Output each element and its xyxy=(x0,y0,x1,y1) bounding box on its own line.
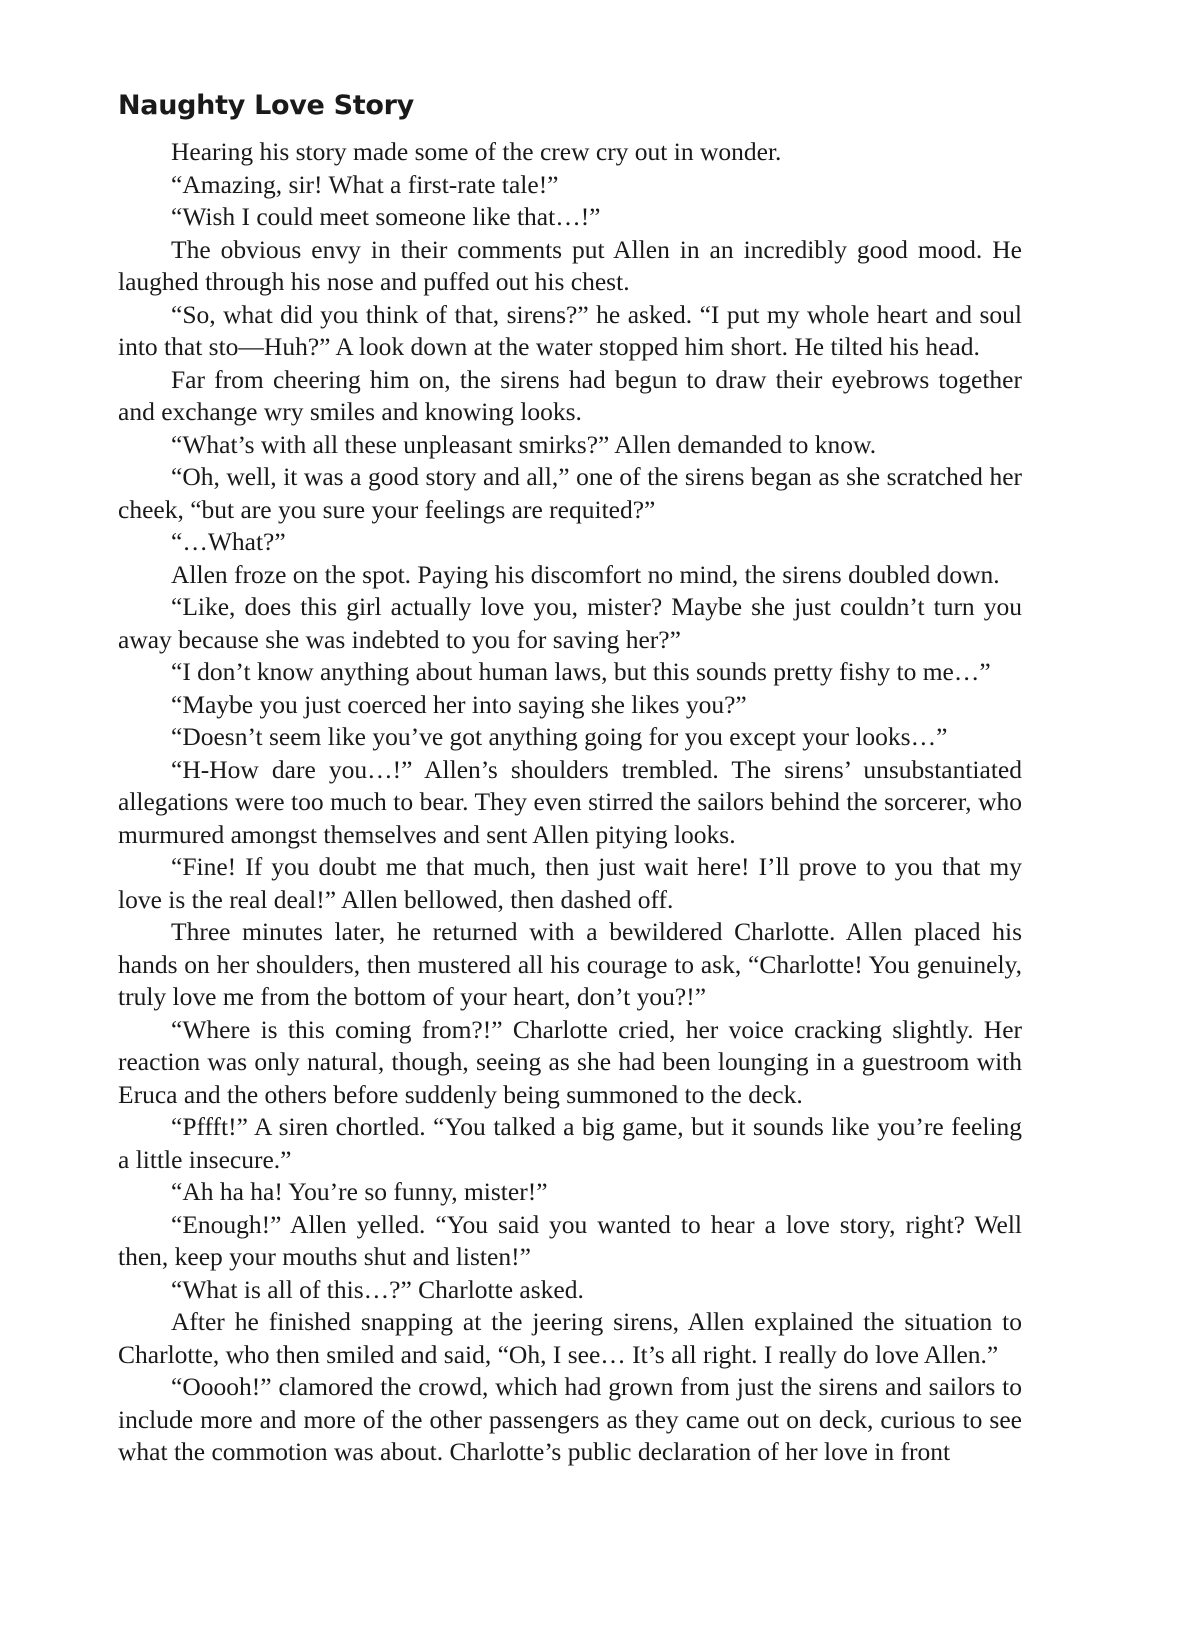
paragraph: “Like, does this girl actually love you, mister? Maybe she just couldn’t turn you away because she was indebted to you for saving her?” xyxy=(118,592,1022,654)
book-page xyxy=(118,88,1022,1469)
paragraph: “Ooooh!” clamored the crowd, which had grown from just the sirens and sailors to include more and more of the other passengers as they came out on deck, curious to see what the commotion was about. Charlotte’s public declaration of her love in front xyxy=(118,1372,1022,1466)
paragraph: Allen froze on the spot. Paying his discomfort no mind, the sirens doubled down. xyxy=(171,559,1000,589)
paragraph: “…What?” xyxy=(171,527,286,556)
paragraph: “Where is this coming from?!” Charlotte cried, her voice cracking slightly. Her reaction was only natural, though, seeing as she had been lounging in a guestroom with Eruca and the others before suddenly being summoned to the deck. xyxy=(118,1014,1022,1109)
paragraph: After he finished snapping at the jeering sirens, Allen explained the situation to Charlotte, who then smiled and said, “Oh, I see… It’s all right. I really do love Allen.” xyxy=(118,1307,1022,1369)
body-text xyxy=(118,136,1022,1469)
paragraph: “Maybe you just coerced her into saying she likes you?” xyxy=(171,689,747,719)
paragraph: “Fine! If you doubt me that much, then just wait here! I’ll prove to you that my love is the real deal!” Allen bellowed, then dashed off. xyxy=(118,852,1022,914)
paragraph: “Ah ha ha! You’re so funny, mister!” xyxy=(171,1177,548,1206)
paragraph: Hearing his story made some of the crew cry out in wonder. xyxy=(171,137,782,166)
paragraph: Three minutes later, he returned with a bewildered Charlotte. Allen placed his hands on her shoulders, then mustered all his courage to ask, “Charlotte! You genuinely, truly love me from the bottom of your heart, don’t you?!” xyxy=(118,917,1022,1011)
paragraph: Far from cheering him on, the sirens had begun to draw their eyebrows together and exchange wry smiles and knowing looks. xyxy=(118,364,1022,426)
paragraph: “What’s with all these unpleasant smirks?” Allen demanded to know. xyxy=(171,429,877,459)
paragraph: “What is all of this…?” Charlotte asked. xyxy=(171,1274,584,1304)
paragraph: “Doesn’t seem like you’ve got anything going for you except your looks…” xyxy=(171,722,948,751)
paragraph: “Wish I could meet someone like that…!” xyxy=(171,202,601,231)
paragraph: “Pffft!” A siren chortled. “You talked a big game, but it sounds like you’re feeling a little insecure.” xyxy=(118,1112,1022,1174)
paragraph: “Amazing, sir! What a first-rate tale!” xyxy=(171,169,559,199)
paragraph: “So, what did you think of that, sirens?” he asked. “I put my whole heart and soul into that sto—Huh?” A look down at the water stopped him short. He tilted his head. xyxy=(118,299,1022,361)
paragraph: “I don’t know anything about human laws, but this sounds pretty fishy to me…” xyxy=(171,657,991,686)
paragraph: The obvious envy in their comments put Allen in an incredibly good mood. He laughed through his nose and puffed out his chest. xyxy=(118,234,1022,296)
paragraph: “Enough!” Allen yelled. “You said you wanted to hear a love story, right? Well then, keep your mouths shut and listen!” xyxy=(118,1209,1022,1271)
paragraph: “H-How dare you…!” Allen’s shoulders trembled. The sirens’ unsubstantiated allegations were too much to bear. They even stirred the sailors behind the sorcerer, who murmured amongst themselves and sent Allen pitying looks. xyxy=(118,754,1022,849)
running-head: Naughty Love Story xyxy=(118,90,414,121)
paragraph: “Oh, well, it was a good story and all,” one of the sirens began as she scratched her cheek, “but are you sure your feelings are requited?” xyxy=(118,462,1022,524)
